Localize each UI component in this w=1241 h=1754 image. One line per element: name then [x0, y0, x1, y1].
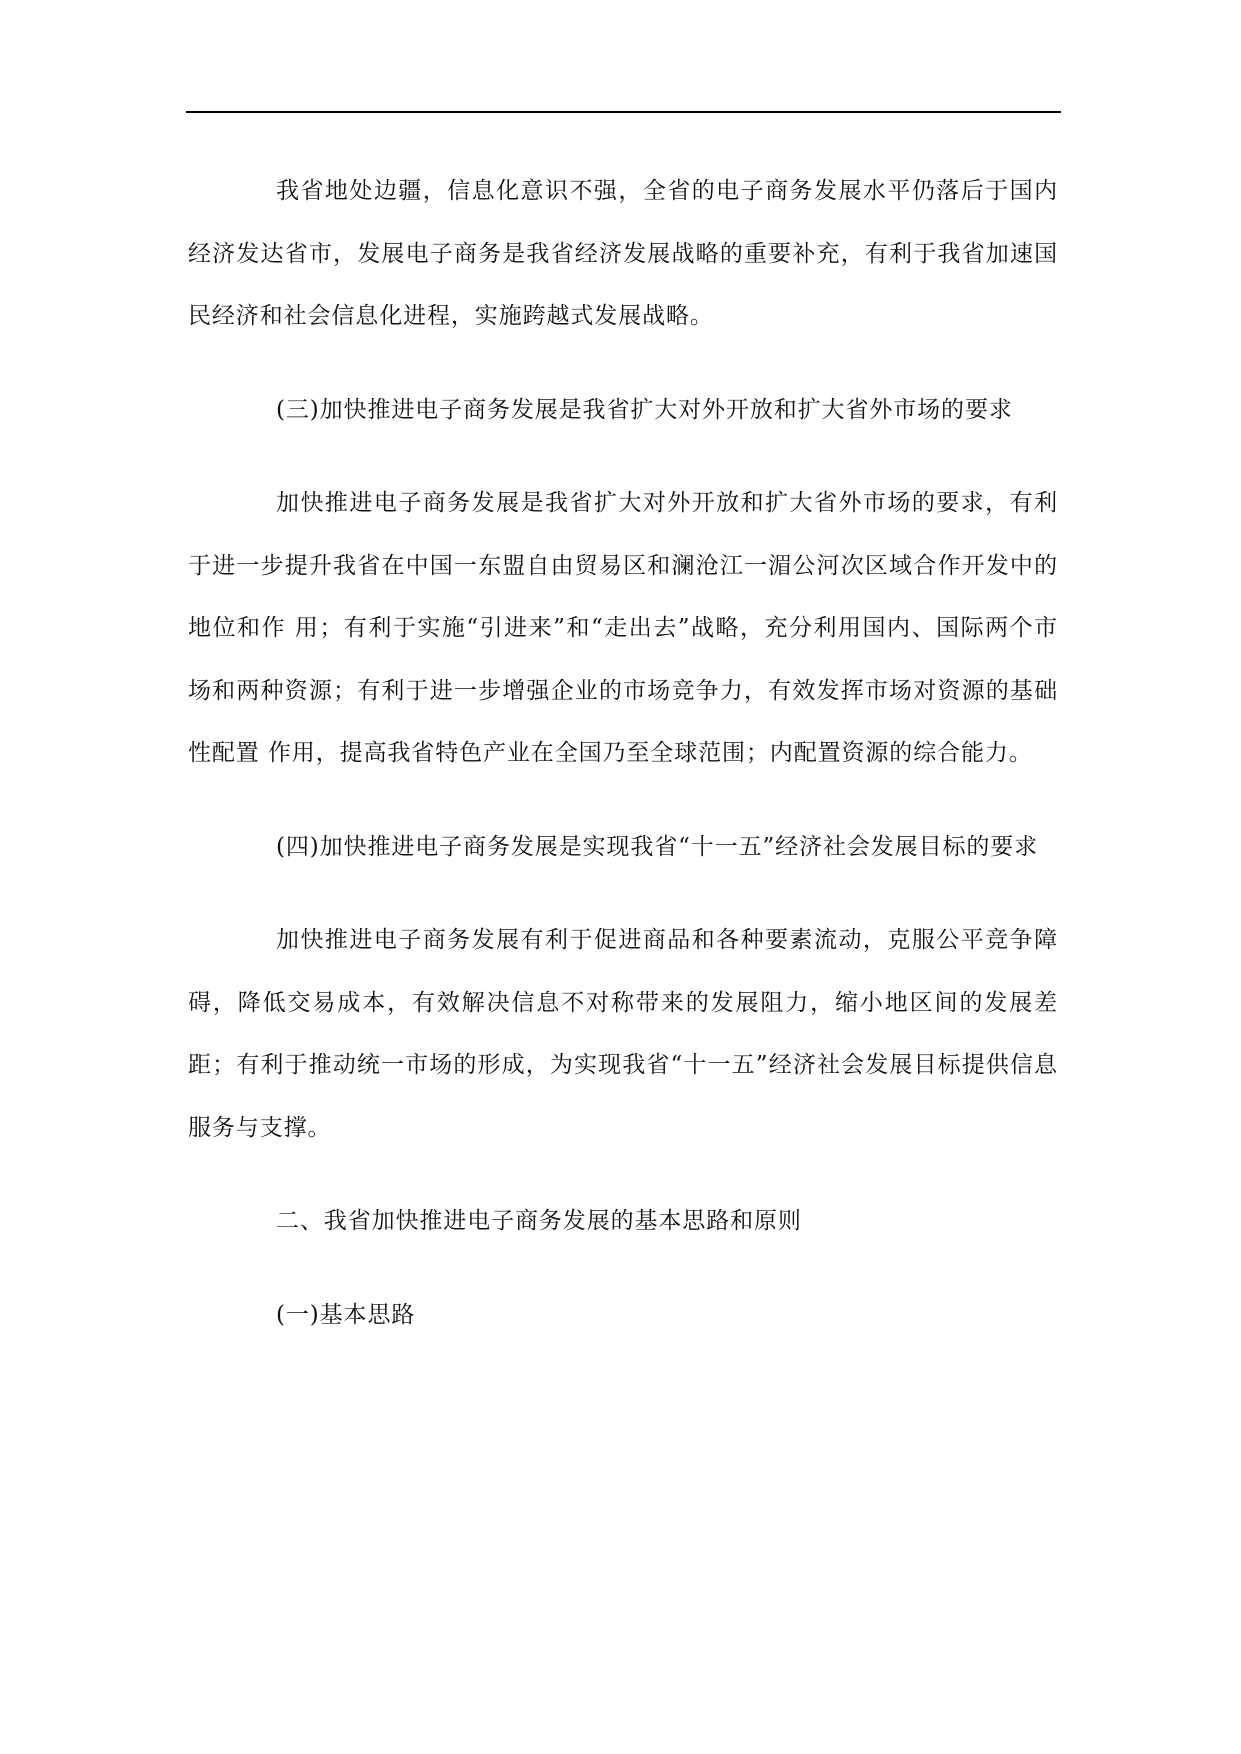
paragraph-border-region: 我省地处边疆，信息化意识不强，全省的电子商务发展水平仍落后于国内经济发达省市，发展电子商务是我省经济发展战略的重要补充，有利于我省加速国民经济和社会信息化进程，实施跨越式发展战略。 — [188, 178, 1058, 329]
section-heading-4: (四)加快推进电子商务发展是实现我省“十一五”经济社会发展目标的要求 — [276, 833, 1039, 860]
paragraph-development-goals: 加快推进电子商务发展有利于促进商品和各种要素流动，克服公平竞争障碍，降低交易成本，有效解决信息不对称带来的发展阻力，缩小地区间的发展差距；有利于推动统一市场的形成，为实现我省“十一五”经济社会发展目标提供信息服务与支撑。 — [188, 927, 1058, 1141]
chapter-heading-2: 二、我省加快推进电子商务发展的基本思路和原则 — [276, 1208, 802, 1234]
section-heading-3: (三)加快推进电子商务发展是我省扩大对外开放和扩大省外市场的要求 — [276, 396, 1013, 423]
document-body — [188, 160, 1058, 1346]
paragraph-opening-up: 加快推进电子商务发展是我省扩大对外开放和扩大省外市场的要求，有利于进一步提升我省在中国一东盟自由贸易区和澜沧江一湄公河次区域合作开发中的地位和作 用；有利于实施“引进来”和“走出去”战略，充分利用国内、国际两个市场和两种资源；有利于进一步增强企业的市场竞争力，有效发挥市场对资源的基础性配置 作用，提高我省特色产业在全国乃至全球范围；内配置资源的综合能力。 — [188, 490, 1058, 766]
header-rule — [186, 111, 1061, 113]
subsection-heading-basic-idea: (一)基本思路 — [276, 1301, 416, 1328]
